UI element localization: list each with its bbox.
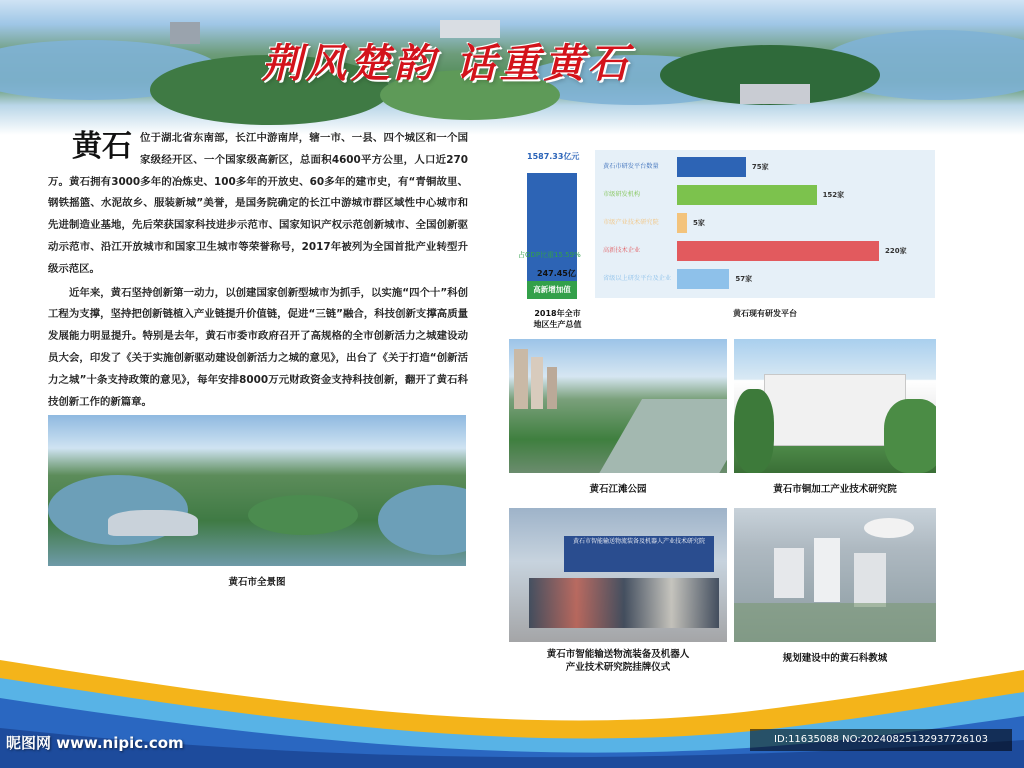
rd-chart-value-label: 5家 (693, 219, 705, 227)
intro-paragraph-2: 近年来，黄石坚持创新第一动力，以创建国家创新型城市为抓手，以实施“四个十”科创工程为支撑，坚持把创新链植入产业链提升价值链，促进“三链”融合，科技创新支撑高质量发展能力明显提升。特别是去年，黄石市委市政府召开了高规格的全市创新活力之城建设动员大会，印发了《关于实施创新驱动建设创新活力之城的意见》，出台了《关于打造“创新活力之城”十条支持政策的意见》，每年安排8000万元财政资金支持科技创新，翻开了黄石科技创新工作的新篇章。 (48, 286, 468, 408)
intro-heading: 黄石 (72, 129, 132, 164)
ceremony-photo (509, 508, 727, 642)
science-city-caption: 规划建设中的黄石科教城 (782, 653, 888, 664)
rd-chart-row (595, 157, 935, 177)
intro-paragraph-1: 位于湖北省东南部，长江中游南岸，辖一市、一县、四个城区和一个国家级经开区、一个国家级高新区，总面积4600平方公里，人口近270万。黄石拥有3000多年的冶炼史、100多年的开放史、60多年的建市史，有“青铜故里、钢铁摇篮、水泥故乡、服装新城”美誉，是国务院确定的长江中游城市群区域性中心城市和先进制造业基地，先后荣获国家科技进步示范市、国家知识产权示范创新城市、全国创新驱动示范市、沿江开放城市和国家卫生城市等荣誉称号，2017年被列为全国首批产业转型升级示范区。 (48, 132, 468, 275)
gdp-total-label: 1587.33亿元 (527, 152, 580, 161)
rd-chart-value-label: 75家 (751, 163, 769, 171)
intro-text (48, 128, 468, 413)
ceremony-caption-line-1: 黄石市智能输送物流装备及机器人 (546, 649, 690, 660)
rd-chart-category-label: 省级以上研发平台及企业 (603, 275, 672, 282)
rd-chart-caption: 黄石现有研发平台 (733, 309, 797, 318)
rd-chart-category-label: 市级研发机构 (603, 191, 641, 198)
rd-chart-row (595, 185, 935, 205)
ceremony-caption-line-2: 产业技术研究院挂牌仪式 (565, 662, 671, 673)
gdp-chart-caption (520, 308, 595, 330)
riverside-park-caption: 黄石江滩公园 (589, 484, 647, 495)
science-city-render-photo (734, 508, 936, 642)
rd-chart-value-label: 152家 (822, 191, 845, 199)
rd-chart-bar (677, 213, 687, 233)
rd-chart-bar (677, 241, 879, 261)
site-watermark: 昵图网 www.nipic.com (6, 734, 184, 752)
rd-chart-category-label: 黄石市研发平台数量 (603, 163, 659, 170)
rd-chart-category-label: 市级产业技术研究院 (603, 219, 659, 226)
image-id-watermark: ID:11635088 NO:20240825132937726103 (750, 729, 1012, 751)
ceremony-banner: 黄石市智能输送物流装备及机器人产业技术研究院 (564, 536, 714, 572)
gdp-caption-line-1: 2018年全市 (534, 309, 581, 318)
rd-chart-row (595, 269, 935, 289)
gdp-caption-line-2: 地区生产总值 (533, 320, 582, 329)
riverside-park-photo (509, 339, 727, 473)
panorama-photo (48, 415, 466, 566)
rd-chart-value-label: 57家 (735, 275, 753, 283)
rd-platform-chart (595, 150, 935, 298)
gdp-share-label: 占GDP比重15.59% (518, 251, 581, 259)
copper-institute-photo (734, 339, 936, 473)
gdp-part-bar: 高新增加值 (527, 281, 577, 299)
copper-institute-caption: 黄石市铜加工产业技术研究院 (773, 484, 897, 495)
gdp-chart (520, 148, 595, 328)
page-title: 荆风楚韵 话重黄石 (262, 40, 632, 87)
rd-chart-row (595, 213, 935, 233)
rd-chart-bar (677, 157, 746, 177)
rd-chart-category-label: 高新技术企业 (603, 247, 641, 254)
rd-chart-row (595, 241, 935, 261)
rd-chart-value-label: 220家 (885, 247, 907, 255)
rd-chart-bar (677, 269, 729, 289)
rd-chart-bar (677, 185, 817, 205)
gdp-part-label: 247.45亿 (537, 269, 576, 278)
panorama-caption: 黄石市全景图 (228, 577, 286, 588)
